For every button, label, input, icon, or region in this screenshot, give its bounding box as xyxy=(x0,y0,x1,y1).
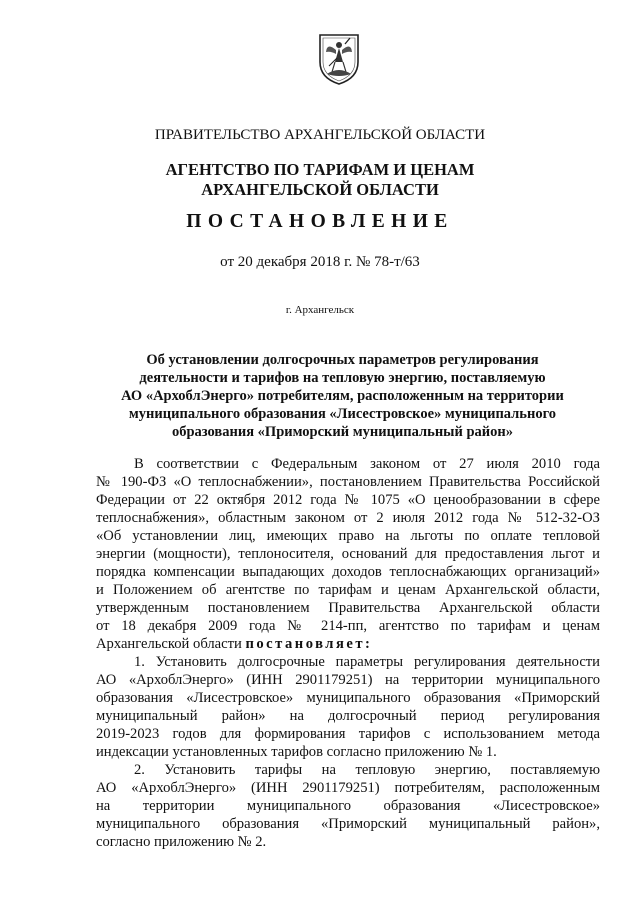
body-line: «Об установлении лиц, имеющих право на льготы по оплате тепловой xyxy=(96,528,600,544)
body-line: от 18 декабря 2009 года № 214-пп, агентство по тарифам и ценам xyxy=(96,618,600,634)
body-line: 2019-2023 годов для формирования тарифов с использованием метода xyxy=(96,726,600,742)
body-line: В соответствии с Федеральным законом от 27 июля 2010 года xyxy=(134,456,600,472)
body-line: на территории муниципального образования «Лисестровское» xyxy=(96,798,600,814)
subject-line: муниципального образования «Лисестровское» муниципального xyxy=(128,406,557,422)
body-line: Федерации от 22 октября 2012 года № 1075 «О ценообразовании в сфере xyxy=(96,492,600,508)
subject-line: Об установлении долгосрочных параметров регулирования xyxy=(146,352,539,368)
body-line xyxy=(96,635,600,653)
agency-name xyxy=(0,160,640,200)
preamble-last-text: Архангельской области xyxy=(96,636,246,652)
body-line: № 190-ФЗ «О теплоснабжении», постановлением Правительства Российской xyxy=(96,474,600,490)
body-line: и Положением об агентстве по тарифам и ценам Архангельской области, xyxy=(96,582,600,598)
preamble-paragraph xyxy=(96,455,600,653)
item-1-paragraph xyxy=(96,653,600,761)
body-line: согласно приложению № 2. xyxy=(96,834,267,850)
body-line: муниципального образования «Приморский муниципальный район», xyxy=(96,816,600,832)
government-name: ПРАВИТЕЛЬСТВО АРХАНГЕЛЬСКОЙ ОБЛАСТИ xyxy=(154,127,486,143)
body-line: АО «АрхоблЭнерго» (ИНН 2901179251) на территории муниципального xyxy=(96,672,600,688)
body-line: 1. Установить долгосрочные параметры регулирования деятельности xyxy=(134,654,600,670)
body-line: индексации установленных тарифов согласно приложению № 1. xyxy=(96,744,497,760)
date-number-line: от 20 декабря 2018 г. № 78-т/63 xyxy=(220,254,420,270)
agency-name-line1: АГЕНТСТВО ПО ТАРИФАМ И ЦЕНАМ xyxy=(165,160,475,179)
subject-line: деятельности и тарифов на тепловую энергию, поставляемую xyxy=(139,370,546,386)
body-line: порядка компенсации выпадающих доходов теплоснабжающих организаций» xyxy=(96,564,600,580)
resolves-word: постановляет: xyxy=(245,636,373,652)
body-line: энергии (мощности), теплоносителя, оснований для предоставления льгот и xyxy=(96,546,600,562)
body-line: муниципальный район» на долгосрочный период регулирования xyxy=(96,708,600,724)
city-line: г. Архангельск xyxy=(285,304,355,316)
agency-name-line2: АРХАНГЕЛЬСКОЙ ОБЛАСТИ xyxy=(201,180,439,199)
body-line: 2. Установить тарифы на тепловую энергию, поставляемую xyxy=(134,762,600,778)
body-line: теплоснабжения», областным законом от 2 июля 2012 года № 512-32-ОЗ xyxy=(96,510,600,526)
document-title: ПОСТАНОВЛЕНИЕ xyxy=(186,211,454,232)
subject-line: образования «Приморский муниципальный район» xyxy=(171,424,514,440)
body-line: образования «Лисестровское» муниципального образования «Приморский xyxy=(96,690,600,706)
subject-heading xyxy=(90,351,595,441)
item-2-paragraph xyxy=(96,761,600,851)
body-line: утвержденным постановлением Правительства Архангельской области xyxy=(96,600,600,616)
subject-line: АО «АрхоблЭнерго» потребителям, расположенным на территории xyxy=(121,388,564,404)
coat-of-arms-icon xyxy=(317,32,361,86)
body-line: АО «АрхоблЭнерго» (ИНН 2901179251) потребителям, расположенным xyxy=(96,780,600,796)
